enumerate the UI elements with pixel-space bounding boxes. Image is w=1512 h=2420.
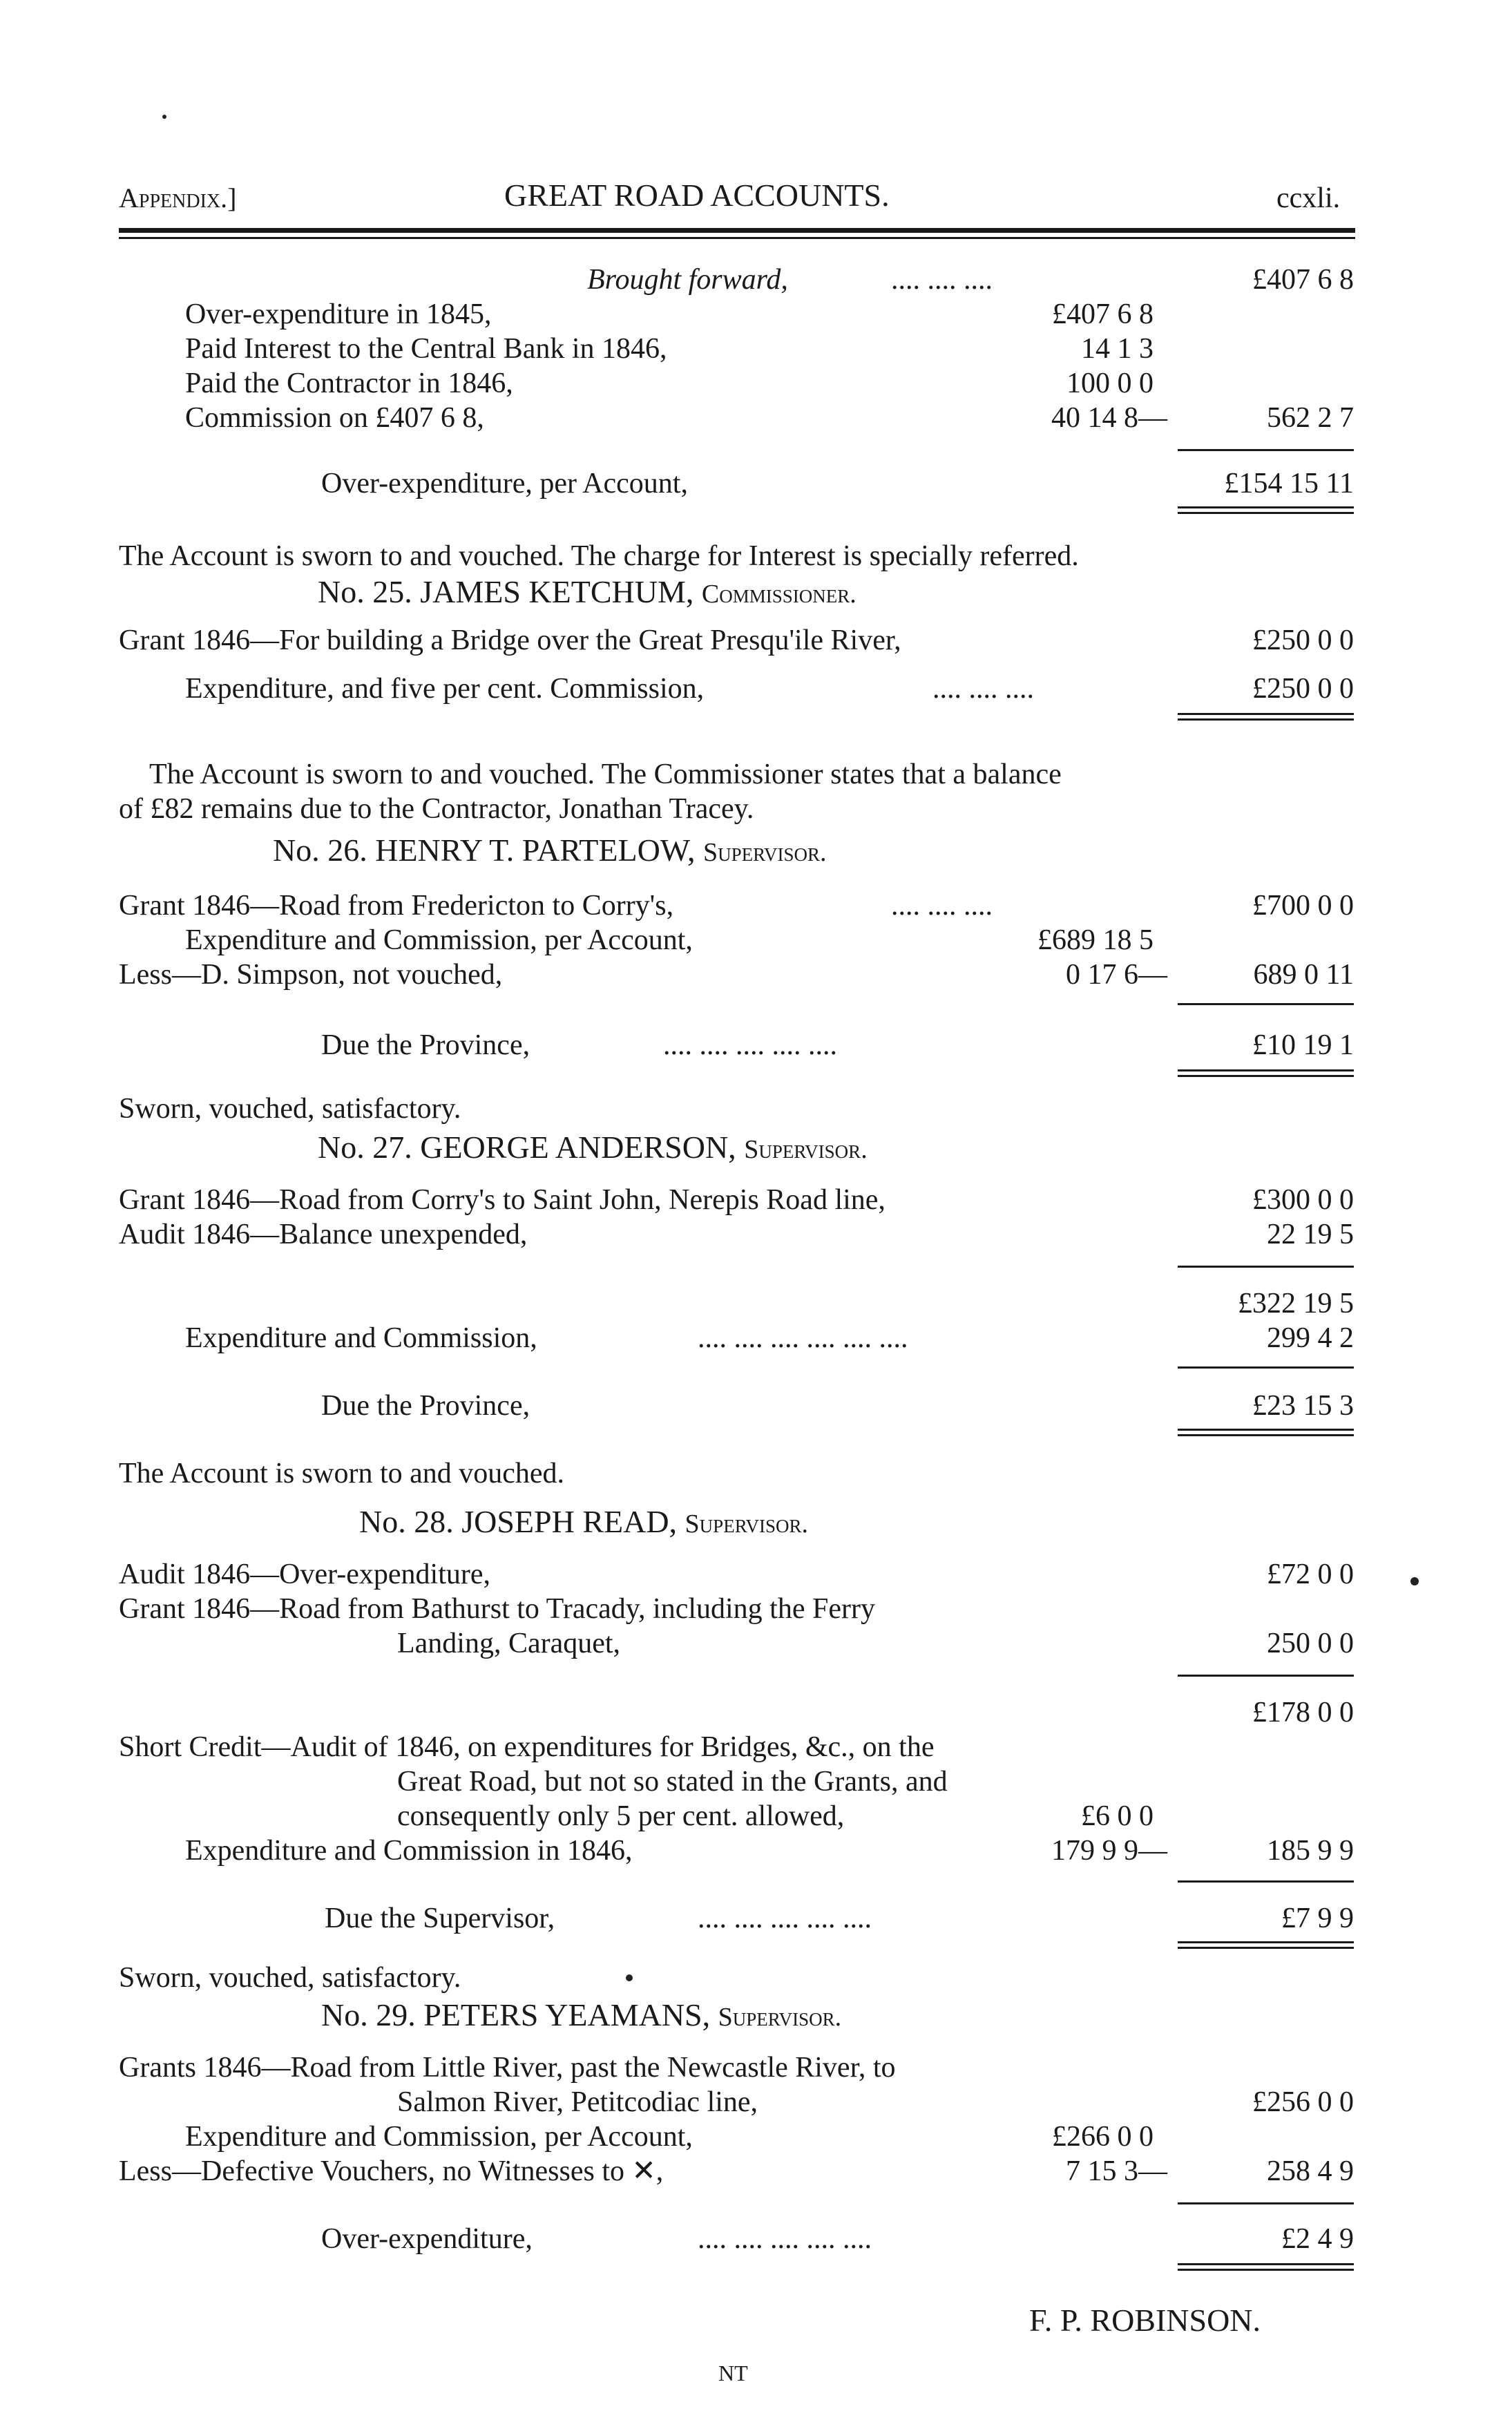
grant-label: Grant 1846—Road from Bathurst to Tracady, including the Ferry bbox=[119, 1593, 875, 1625]
expenditure-amount: 299 4 2 bbox=[1267, 1322, 1354, 1354]
double-rule bbox=[1178, 1069, 1354, 1071]
double-rule bbox=[1178, 512, 1354, 514]
section-heading: No. 27. GEORGE ANDERSON, Supervisor. bbox=[318, 1130, 868, 1165]
sum-rule bbox=[1178, 2202, 1354, 2204]
less-label: Less—D. Simpson, not vouched, bbox=[119, 959, 503, 991]
top-note: The Account is sworn to and vouched. The charge for Interest is specially referred. bbox=[119, 540, 1079, 572]
subtotal: £322 19 5 bbox=[1238, 1288, 1354, 1319]
double-rule bbox=[1178, 713, 1354, 715]
grant-label: Grant 1846—For building a Bridge over the Great Presqu'ile River, bbox=[119, 625, 901, 656]
less-total: 258 4 9 bbox=[1267, 2155, 1354, 2187]
sum-rule bbox=[1178, 1675, 1354, 1677]
expenditure-label: Expenditure and Commission, bbox=[185, 1322, 537, 1354]
sum-rule bbox=[1178, 449, 1354, 451]
less-total: 689 0 11 bbox=[1253, 959, 1354, 991]
due-amount: £23 15 3 bbox=[1252, 1390, 1354, 1422]
page-number: ccxli. bbox=[1276, 182, 1341, 214]
double-rule bbox=[1178, 1941, 1354, 1943]
grant-amount: £250 0 0 bbox=[1252, 625, 1354, 656]
due-label: Due the Province, bbox=[321, 1390, 530, 1422]
grant-label: Grant 1846—Road from Fredericton to Corry's, bbox=[119, 890, 674, 922]
due-amount: £10 19 1 bbox=[1252, 1029, 1354, 1061]
section-note: The Account is sworn to and vouched. The Commissioner states that a balance bbox=[149, 759, 1062, 790]
leader-dots: .... .... .... .... .... bbox=[698, 2223, 872, 2255]
header-rule-thin bbox=[119, 237, 1355, 239]
grant-amount: £256 0 0 bbox=[1252, 2086, 1354, 2118]
top-row-label: Over-expenditure in 1845, bbox=[185, 298, 492, 330]
section-heading: No. 25. JAMES KETCHUM, Commissioner. bbox=[318, 574, 857, 609]
running-head-left: Appendix.] bbox=[119, 182, 237, 213]
top-row-amount: 40 14 8— bbox=[1051, 402, 1167, 434]
due-label: Due the Supervisor, bbox=[325, 1903, 555, 1934]
header-rule-thick bbox=[119, 228, 1355, 233]
leader-dots: .... .... .... .... .... .... bbox=[698, 1322, 908, 1354]
short-credit-label: consequently only 5 per cent. allowed, bbox=[397, 1800, 845, 1832]
section-note: The Account is sworn to and vouched. bbox=[119, 1458, 565, 1489]
section-heading: No. 28. JOSEPH READ, Supervisor. bbox=[359, 1504, 809, 1539]
expenditure-amount: £689 18 5 bbox=[1037, 924, 1154, 956]
expenditure-label: Expenditure and Commission, per Account, bbox=[185, 2121, 693, 2153]
grant-amount: £300 0 0 bbox=[1252, 1184, 1354, 1216]
balance: £178 0 0 bbox=[1252, 1697, 1354, 1728]
scan-speck bbox=[626, 1974, 633, 1981]
leader-dots: .... .... .... bbox=[891, 264, 993, 296]
section-note: Sworn, vouched, satisfactory. bbox=[119, 1093, 461, 1125]
expenditure-label: Expenditure and Commission, per Account, bbox=[185, 924, 693, 956]
brought-forward-label: Brought forward, bbox=[587, 264, 788, 296]
sum-rule bbox=[1178, 1880, 1354, 1883]
double-rule bbox=[1178, 2263, 1354, 2265]
brought-forward-amount: £407 6 8 bbox=[1252, 264, 1354, 296]
grant-label: Landing, Caraquet, bbox=[397, 1628, 621, 1659]
leader-dots: .... .... .... bbox=[891, 890, 993, 922]
double-rule bbox=[1178, 1947, 1354, 1949]
expenditure-amount: £250 0 0 bbox=[1252, 673, 1354, 705]
double-rule bbox=[1178, 1429, 1354, 1431]
sum-rule bbox=[1178, 1003, 1354, 1005]
expenditure-label: Expenditure, and five per cent. Commission, bbox=[185, 673, 705, 705]
short-credit-amount: £6 0 0 bbox=[1081, 1800, 1154, 1832]
double-rule bbox=[1178, 1075, 1354, 1077]
section-note: of £82 remains due to the Contractor, Jonathan Tracey. bbox=[119, 793, 754, 825]
over-label: Over-expenditure, bbox=[321, 2223, 533, 2255]
result-amount: £154 15 11 bbox=[1224, 468, 1354, 499]
sum-rule bbox=[1178, 1366, 1354, 1369]
top-row-amount: £407 6 8 bbox=[1052, 298, 1154, 330]
section-note: Sworn, vouched, satisfactory. bbox=[119, 1962, 461, 1994]
top-row-amount: 14 1 3 bbox=[1081, 333, 1154, 365]
expenditure-amount: £266 0 0 bbox=[1052, 2121, 1154, 2153]
double-rule bbox=[1178, 506, 1354, 508]
due-label: Due the Province, bbox=[321, 1029, 530, 1061]
top-row-label: Commission on £407 6 8, bbox=[185, 402, 484, 434]
footer-signature-mark: NT bbox=[718, 2361, 748, 2385]
page-title: GREAT ROAD ACCOUNTS. bbox=[504, 178, 890, 213]
scan-speck bbox=[162, 115, 166, 119]
grant-amount: 250 0 0 bbox=[1267, 1628, 1354, 1659]
grant-label: Grants 1846—Road from Little River, past the Newcastle River, to bbox=[119, 2052, 896, 2084]
due-amount: £7 9 9 bbox=[1281, 1903, 1354, 1934]
result-label: Over-expenditure, per Account, bbox=[321, 468, 688, 499]
short-credit-label: Short Credit—Audit of 1846, on expenditures for Bridges, &c., on the bbox=[119, 1731, 935, 1763]
top-row-label: Paid the Contractor in 1846, bbox=[185, 368, 513, 399]
less-amount: 7 15 3— bbox=[1066, 2155, 1167, 2187]
double-rule bbox=[1178, 2269, 1354, 2271]
expenditure-amount: 179 9 9— bbox=[1051, 1835, 1167, 1867]
leader-dots: .... .... .... .... .... bbox=[698, 1903, 872, 1934]
grant-amount: £700 0 0 bbox=[1252, 890, 1354, 922]
audit-label: Audit 1846—Balance unexpended, bbox=[119, 1219, 528, 1250]
audit-label: Audit 1846—Over-expenditure, bbox=[119, 1559, 491, 1590]
grant-label: Grant 1846—Road from Corry's to Saint John, Nerepis Road line, bbox=[119, 1184, 886, 1216]
signature: F. P. ROBINSON. bbox=[1029, 2303, 1261, 2338]
leader-dots: .... .... .... bbox=[932, 673, 1034, 705]
expenditure-label: Expenditure and Commission in 1846, bbox=[185, 1835, 633, 1867]
top-row-total: 562 2 7 bbox=[1267, 402, 1354, 434]
audit-amount: 22 19 5 bbox=[1267, 1219, 1354, 1250]
expenditure-total: 185 9 9 bbox=[1267, 1835, 1354, 1867]
over-amount: £2 4 9 bbox=[1281, 2223, 1354, 2255]
top-row-amount: 100 0 0 bbox=[1066, 368, 1154, 399]
audit-amount: £72 0 0 bbox=[1267, 1559, 1354, 1590]
sum-rule bbox=[1178, 1266, 1354, 1268]
double-rule bbox=[1178, 1434, 1354, 1436]
top-row-label: Paid Interest to the Central Bank in 1846, bbox=[185, 333, 667, 365]
section-heading: No. 29. PETERS YEAMANS, Supervisor. bbox=[321, 1997, 842, 2032]
double-rule bbox=[1178, 718, 1354, 721]
less-label: Less—Defective Vouchers, no Witnesses to ✕, bbox=[119, 2155, 664, 2187]
less-amount: 0 17 6— bbox=[1066, 959, 1167, 991]
section-heading: No. 26. HENRY T. PARTELOW, Supervisor. bbox=[273, 832, 827, 868]
scan-speck bbox=[1410, 1577, 1419, 1585]
leader-dots: .... .... .... .... .... bbox=[663, 1029, 837, 1061]
grant-label: Salmon River, Petitcodiac line, bbox=[397, 2086, 758, 2118]
short-credit-label: Great Road, but not so stated in the Grants, and bbox=[397, 1766, 948, 1798]
